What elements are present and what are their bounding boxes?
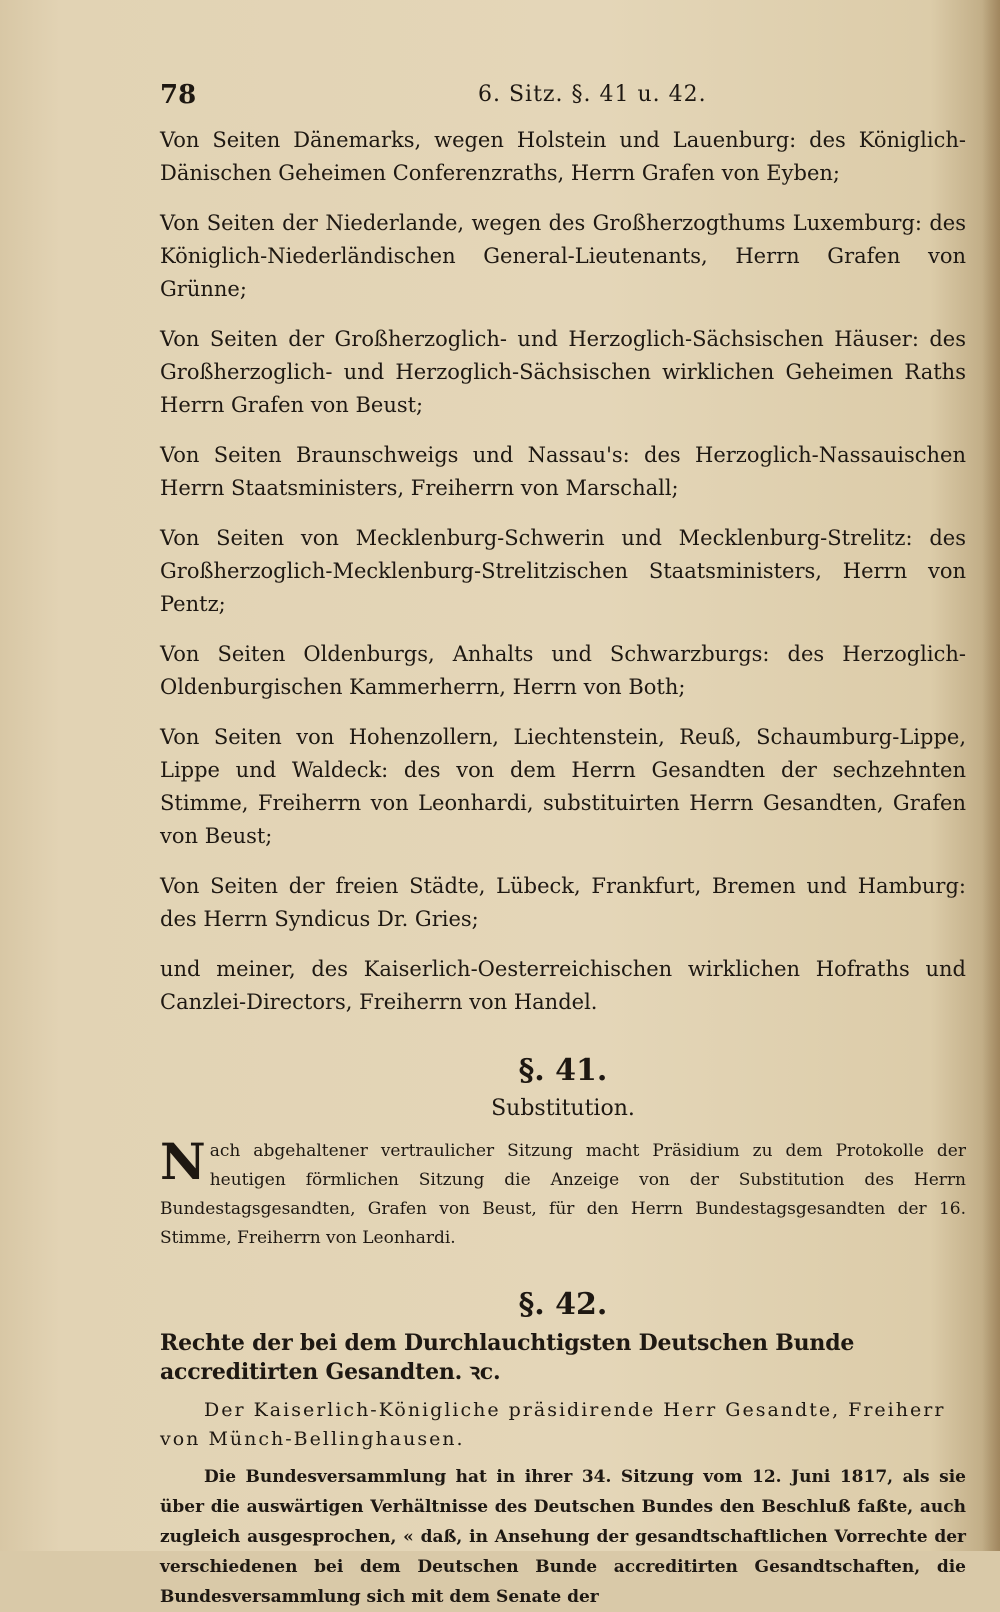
- running-head: 6. Sitz. §. 41 u. 42.: [478, 82, 707, 107]
- section-41-body: ach abgehaltener vertraulicher Sitzung macht Präsidium zu dem Protokolle der heutigen förmlichen Sitzung die Anzeige von der Substitution des Herrn Bundestagsgesandten, Grafen von Beust, für den Herrn Bundestagsgesandten der 16. Stimme, Freiherrn von Leonhardi.: [160, 1141, 966, 1248]
- delegation-paragraph: Von Seiten Dänemarks, wegen Holstein und Lauenburg: des Königlich-Dänischen Geheimen Conferenzraths, Herrn Grafen von Eyben;: [160, 128, 966, 185]
- section-41-text: [160, 1132, 966, 1253]
- page-header: [160, 80, 960, 116]
- page-body: [160, 124, 966, 1612]
- drop-cap: N: [160, 1132, 206, 1191]
- delegation-paragraph: und meiner, des Kaiserlich-Oesterreichischen wirklichen Hofraths und Canzlei-Directors, Freiherrn von Handel.: [160, 957, 966, 1014]
- delegation-paragraph: Von Seiten von Mecklenburg-Schwerin und Mecklenburg-Strelitz: des Großherzoglich-Mecklenburg-Strelitzischen Staatsministers, Herrn von Pentz;: [160, 526, 966, 616]
- section-42-heading: §. 42.: [518, 1287, 608, 1322]
- section-41-title: Substitution.: [491, 1096, 635, 1121]
- section-42-speech: Die Bundesversammlung hat in ihrer 34. Sitzung vom 12. Juni 1817, als sie über die auswärtigen Verhältnisse des Deutschen Bundes den Beschluß faßte, auch zugleich ausgesprochen, « daß, in Ansehung der gesandtschaftlichen Vorrechte der verschiedenen bei dem Deutschen Bunde accreditirten Gesandtschaften, die Bundesversammlung sich mit dem Senate der: [160, 1467, 966, 1607]
- page-edge-shadow: [982, 0, 1000, 1551]
- delegation-paragraph: Von Seiten der Niederlande, wegen des Großherzogthums Luxemburg: des Königlich-Niederländischen General-Lieutenants, Herrn Grafen von Grünne;: [160, 211, 966, 301]
- delegation-paragraph: Von Seiten Oldenburgs, Anhalts und Schwarzburgs: des Herzoglich-Oldenburgischen Kammerherrn, Herrn von Both;: [160, 642, 966, 699]
- delegation-paragraph: Von Seiten der Großherzoglich- und Herzoglich-Sächsischen Häuser: des Großherzoglich- und Herzoglich-Sächsischen wirklichen Geheimen Raths Herrn Grafen von Beust;: [160, 327, 966, 417]
- delegation-paragraph: Von Seiten Braunschweigs und Nassau's: des Herzoglich-Nassauischen Herrn Staatsministers, Freiherrn von Marschall;: [160, 443, 966, 500]
- delegation-paragraph: Von Seiten der freien Städte, Lübeck, Frankfurt, Bremen und Hamburg: des Herrn Syndicus Dr. Gries;: [160, 874, 966, 931]
- page-number: 78: [160, 80, 197, 110]
- delegation-paragraph: Von Seiten von Hohenzollern, Liechtenstein, Reuß, Schaumburg-Lippe, Lippe und Waldeck: des von dem Herrn Gesandten der sechzehnten Stimme, Freiherrn von Leonhardi, substituirten Herrn Gesandten, Grafen von Beust;: [160, 725, 966, 848]
- section-42-title: Rechte der bei dem Durchlauchtigsten Deutschen Bunde accreditirten Gesandten. ꝛc.: [160, 1330, 855, 1385]
- section-41-heading: §. 41.: [518, 1053, 608, 1088]
- section-42-speaker: Der Kaiserlich-Königliche präsidirende Herr Gesandte, Freiherr von Münch-Bellinghausen.: [160, 1399, 946, 1450]
